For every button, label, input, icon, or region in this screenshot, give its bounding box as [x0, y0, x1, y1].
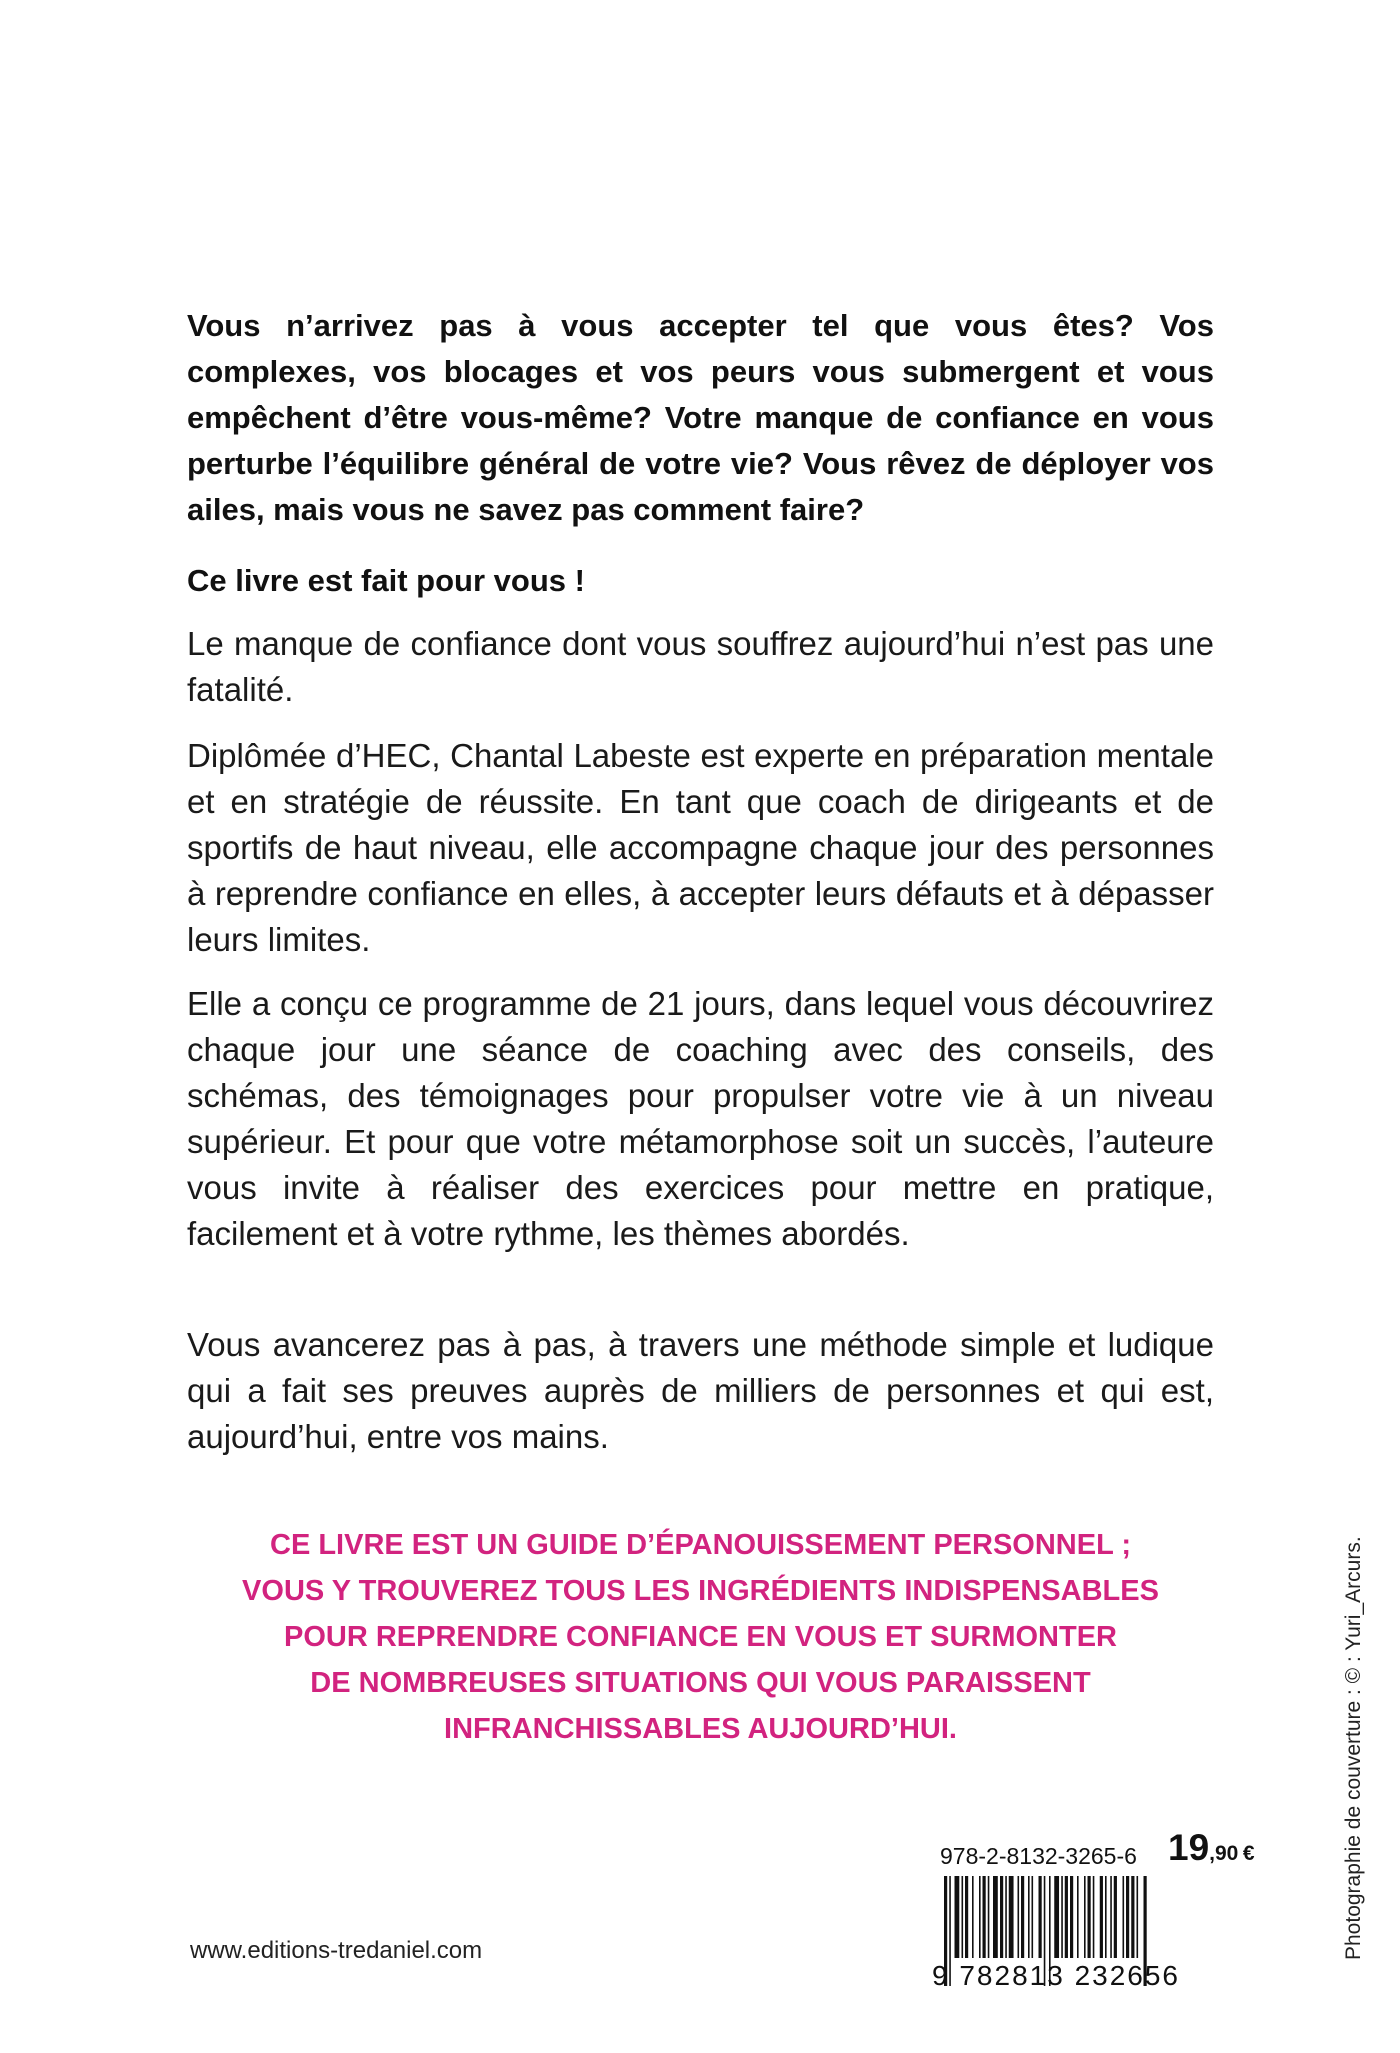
highlight-block	[187, 1522, 1214, 1752]
highlight-line-2: VOUS Y TROUVEREZ TOUS LES INGRÉDIENTS INDISPENSABLES	[242, 1575, 1159, 1607]
highlight-line-3: POUR REPRENDRE CONFIANCE EN VOUS ET SURMONTER	[283, 1621, 1117, 1653]
highlight-line-5: INFRANCHISSABLES AUJOURD’HUI.	[444, 1713, 957, 1745]
body-paragraph-1: Le manque de confiance dont vous souffrez aujourd’hui n’est pas une fatalité.	[187, 625, 1214, 708]
body-paragraph-3: Elle a conçu ce programme de 21 jours, dans lequel vous découvrirez chaque jour une séance de coaching avec des conseils, des schémas, des témoignages pour propulser votre vie à un niveau supérieur. Et pour que votre métamorphose soit un succès, l’auteure vous invite à réaliser des exercices pour mettre en pratique, facilement et à votre rythme, les thèmes abordés.	[187, 985, 1214, 1252]
highlight-line-1: CE LIVRE EST UN GUIDE D’ÉPANOUISSEMENT PERSONNEL ;	[270, 1529, 1131, 1561]
body-paragraph-4: Vous avancerez pas à pas, à travers une méthode simple et ludique qui a fait ses preuves auprès de milliers de personnes et qui est, aujourd’hui, entre vos mains.	[187, 1326, 1214, 1455]
publisher-website: www.editions-tredaniel.com	[190, 1937, 483, 1964]
barcode-digits: 9 782813 232656	[932, 1960, 1180, 1991]
tagline: Ce livre est fait pour vous !	[187, 563, 585, 598]
price-currency: €	[1242, 1842, 1255, 1865]
price	[1168, 1827, 1255, 1869]
body-paragraph-2: Diplômée d’HEC, Chantal Labeste est experte en préparation mentale et en stratégie de réussite. En tant que coach de dirigeants et de sportifs de haut niveau, elle accompagne chaque jour des personnes à reprendre confiance en elles, à accepter leurs défauts et à dépasser leurs limites.	[187, 737, 1214, 958]
price-integer: 19	[1168, 1827, 1210, 1868]
isbn-number: 978-2-8132-3265-6	[940, 1843, 1137, 1869]
highlight-line-4: DE NOMBREUSES SITUATIONS QUI VOUS PARAISSENT	[310, 1667, 1091, 1699]
photo-credit: Photographie de couverture : © : Yuri_Arcurs.	[1342, 1536, 1365, 1960]
intro-bold-paragraph: Vous n’arrivez pas à vous accepter tel que vous êtes? Vos complexes, vos blocages et vos peurs vous submergent et vous empêchent d’être vous-même? Votre manque de confiance en vous perturbe l’équilibre général de votre vie? Vous rêvez de déployer vos ailes, mais vous ne savez pas comment faire?	[187, 308, 1214, 527]
price-decimal: ,90	[1209, 1842, 1239, 1865]
